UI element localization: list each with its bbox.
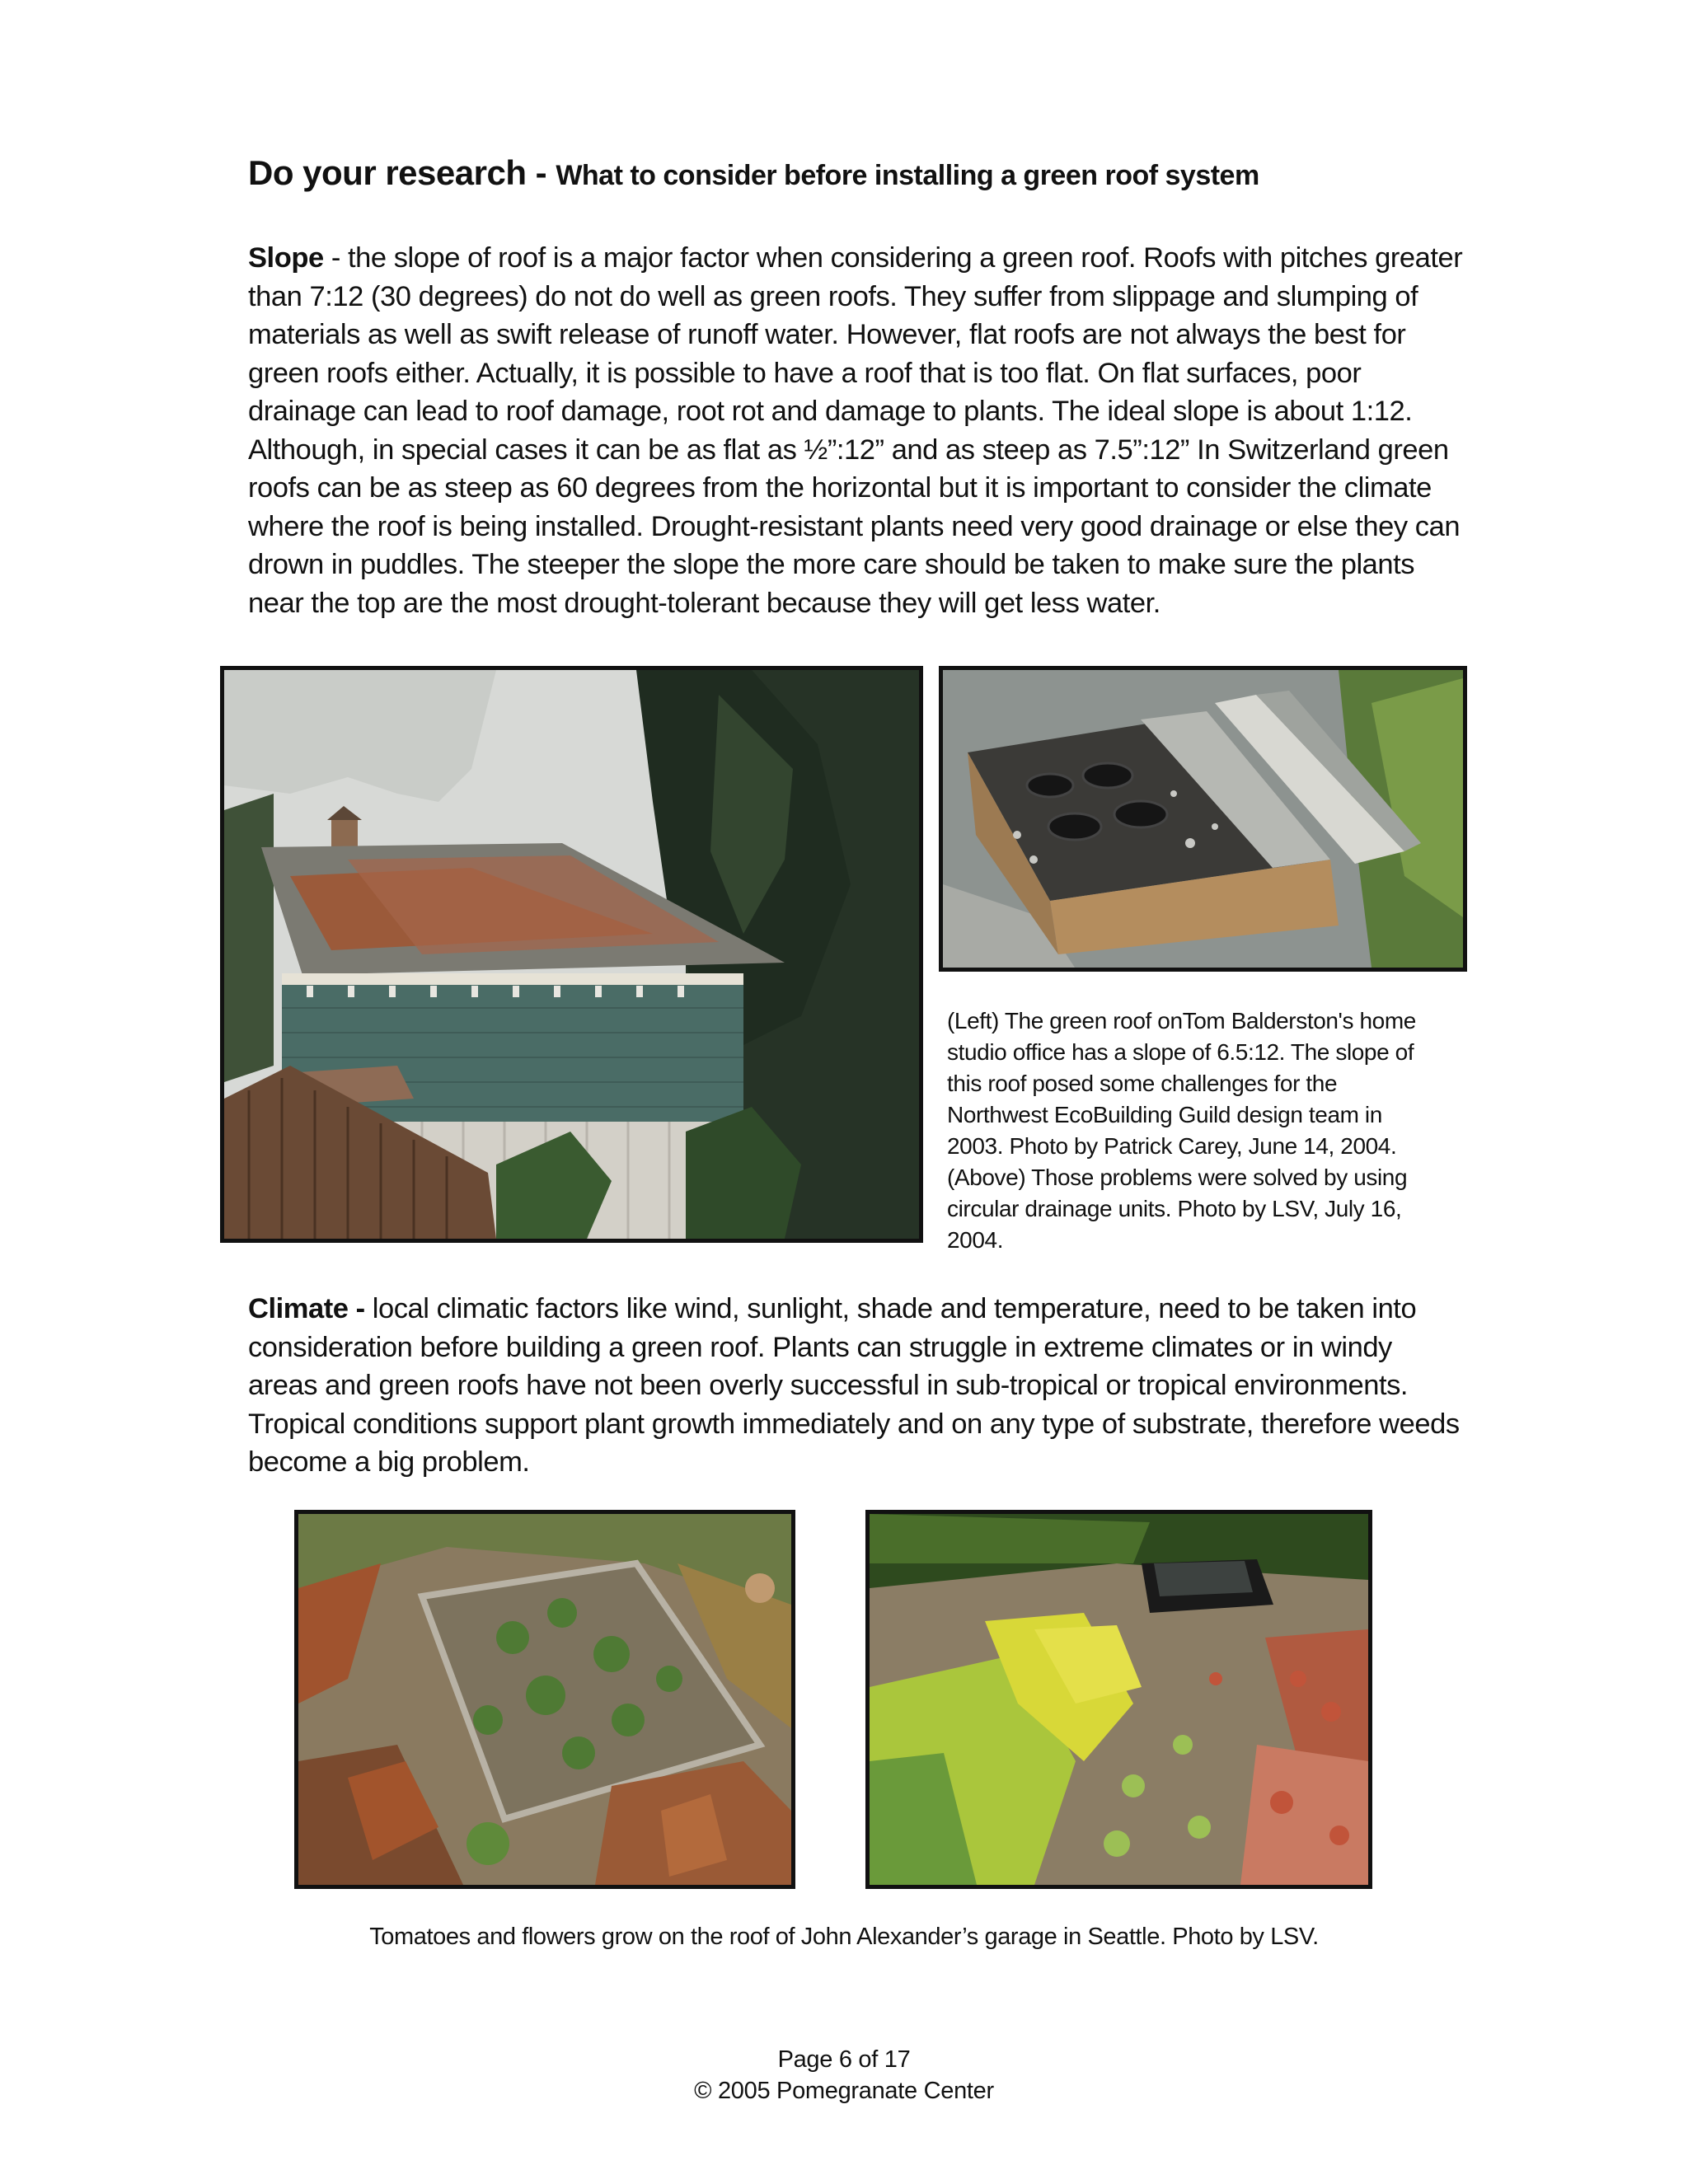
photo-sedum-roof	[865, 1510, 1372, 1889]
bottom-photo-caption: Tomatoes and flowers grow on the roof of John Alexander’s garage in Seattle. Photo by LSV.	[369, 1924, 1319, 1950]
photo-rooftop-garden-plot	[294, 1510, 795, 1889]
climate-text: local climatic factors like wind, sunlight, shade and temperature, need to be taken into consideration before building a green roof. Plants can struggle in extreme climates or in windy areas and green roofs have not been overly successful in sub-tropical or tropical environments. Tropical conditions support plant growth immediately and on any type of substrate, therefore weeds become a big problem.	[248, 1293, 1460, 1478]
page-number: Page 6 of 17	[777, 2046, 911, 2073]
heading-title: Do your research -	[248, 153, 547, 192]
house-photo-graphic	[224, 670, 919, 1239]
climate-term: Climate -	[248, 1293, 373, 1324]
garden-plot-graphic	[298, 1514, 791, 1885]
slope-paragraph	[248, 239, 1468, 622]
heading-subtitle: What to consider before installing a green roof system	[556, 160, 1259, 191]
page-heading	[248, 151, 1484, 198]
sedum-roof-graphic	[870, 1514, 1368, 1885]
copyright-notice: © 2005 Pomegranate Center	[694, 2078, 994, 2104]
drainage-photo-graphic	[943, 670, 1463, 968]
photo-drainage-units	[939, 666, 1467, 972]
page-footer	[0, 2044, 1688, 2107]
photo-house-sloped-roof	[220, 666, 923, 1243]
climate-paragraph	[248, 1290, 1468, 1482]
slope-text: - the slope of roof is a major factor when considering a green roof. Roofs with pitches greater than 7:12 (30 degrees) do not do well as green roofs. They suffer from slippage and slumping of materials as well as swift release of runoff water. However, flat roofs are not always the best for green roofs either. Actually, it is possible to have a roof that is too flat. On flat surfaces, poor drainage can lead to roof damage, root rot and damage to plants. The ideal slope is about 1:12. Although, in special cases it can be as flat as ½”:12” and as steep as 7.5”:12” In Switzerland green roofs can be as steep as 60 degrees from the horizontal but it is important to consider the climate where the roof is being installed. Drought-resistant plants need very good drainage or else they can drown in puddles. The steeper the slope the more care should be taken to make sure the plants near the top are the most drought-tolerant because they will get less water.	[248, 242, 1463, 619]
side-photo-caption: (Left) The green roof onTom Balderston's home studio office has a slope of 6.5:12. The slope of this roof posed some challenges for the Northwest EcoBuilding Guild design team in 2003. Photo by Patrick Carey, June 14, 2004. (Above) Those problems were solved by using circular drainage units. Photo by LSV, July 16, 2004.	[947, 1008, 1416, 1253]
slope-term: Slope	[248, 242, 324, 274]
